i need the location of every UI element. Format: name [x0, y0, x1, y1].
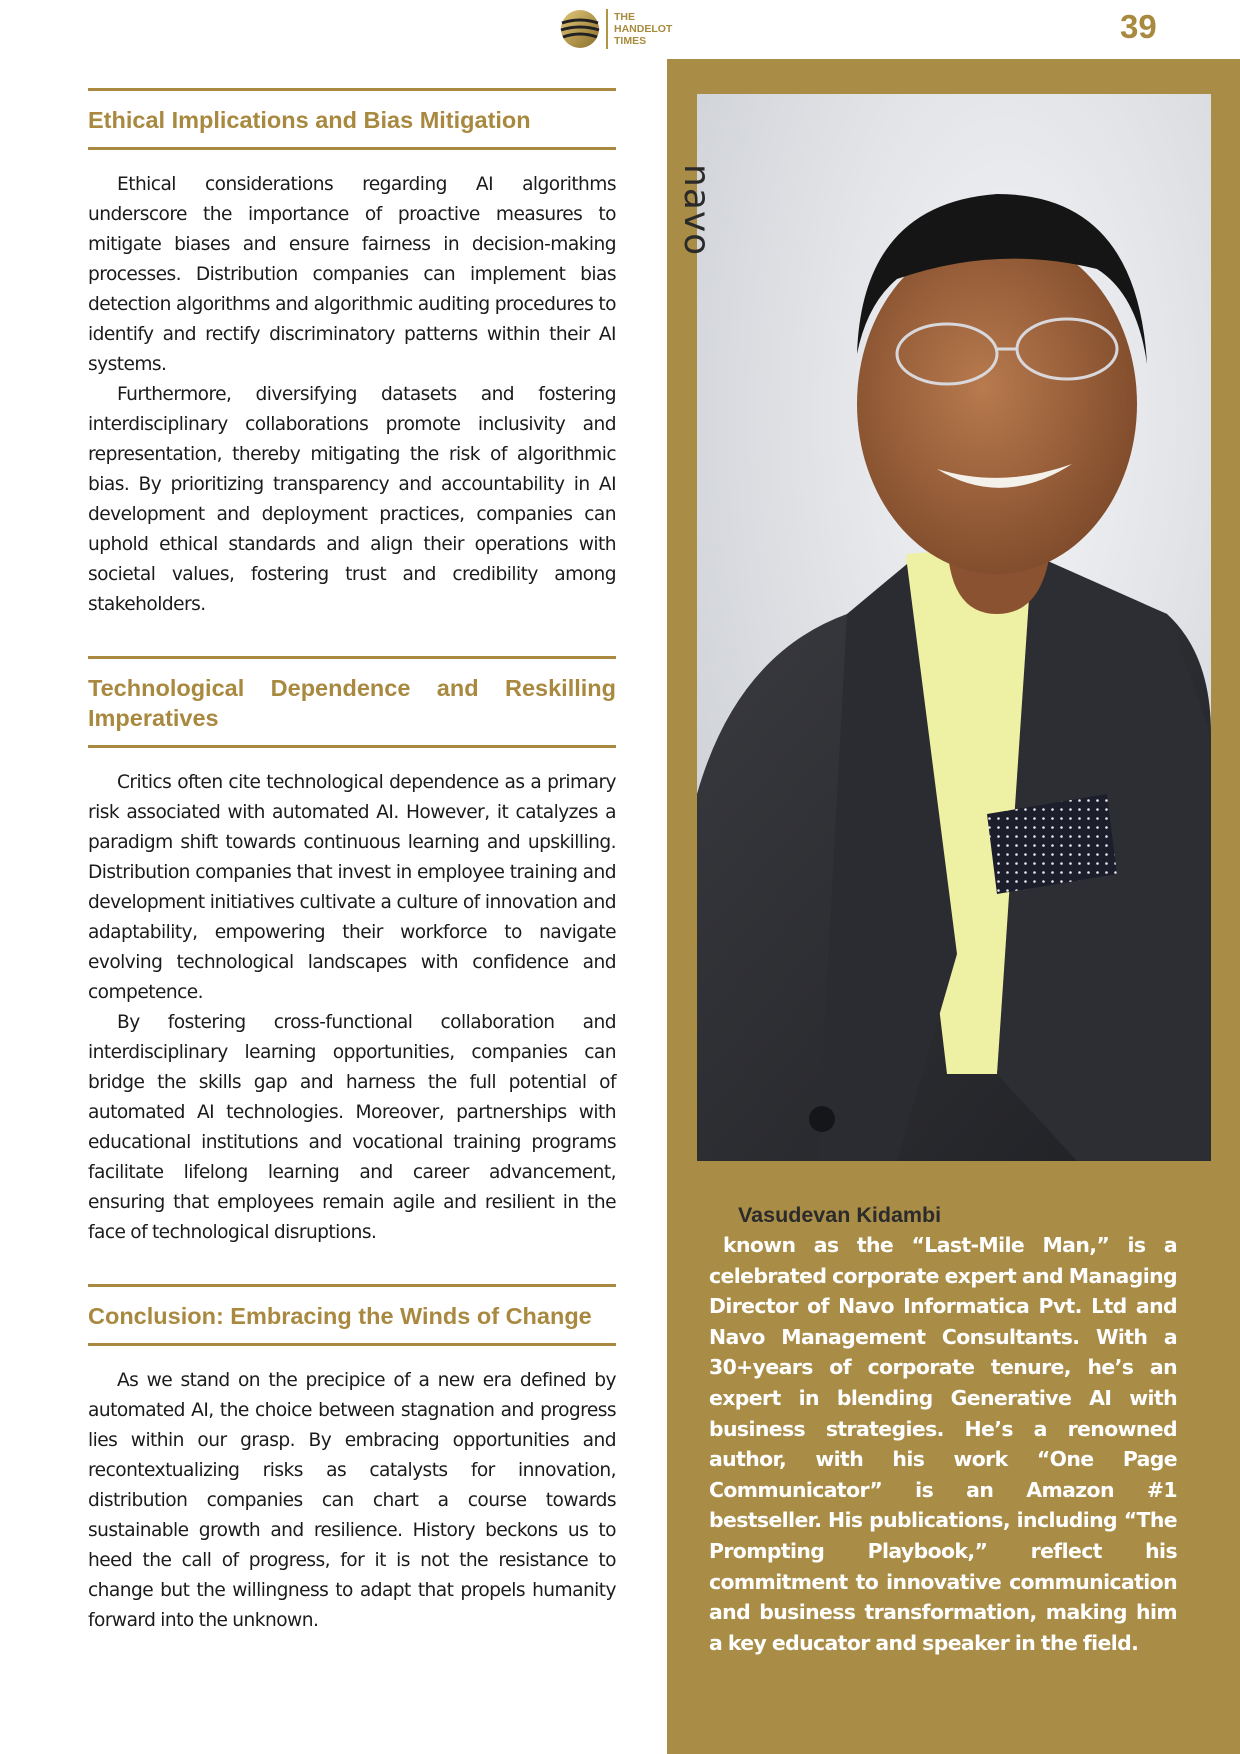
section-title: Conclusion: Embracing the Winds of Change — [88, 1303, 592, 1329]
logo-divider — [606, 9, 608, 49]
profile-sidebar — [667, 59, 1240, 1754]
logo-wordmark — [614, 11, 672, 47]
heading-rule-bottom — [88, 1343, 616, 1346]
author-name: Vasudevan Kidambi — [738, 1203, 942, 1227]
paragraph: As we stand on the precipice of a new era defined by automated AI, the choice between stagnation and progress lies within our grasp. By embracing opportunities and recontextualizing risks as catalysts for innovation, distribution companies can chart a course towards sustainable growth and resilience. History beckons us to heed the call of progress, for it is not the resistance to change but the willingness to adapt that propels humanity forward into the unknown. — [88, 1370, 616, 1631]
heading-rule-bottom — [88, 147, 616, 150]
brand-mark: navo — [676, 164, 717, 257]
page-number: 39 — [1120, 8, 1157, 45]
paragraph: By fostering cross-functional collaboration and interdisciplinary learning opportunities, companies can bridge the skills gap and harness the full potential of automated AI technologies. Moreover, partnerships with educational institutions and vocational training programs facilitate lifelong learning and career advancement, ensuring that employees remain agile and resilient in the face of technological disruptions. — [88, 1012, 616, 1243]
paragraph: Furthermore, diversifying datasets and fostering interdisciplinary collaborations promote inclusivity and representation, thereby mitigating the risk of algorithmic bias. By prioritizing transparency and accountability in AI development and deployment practices, companies can uphold ethical standards and align their operations with societal values, fostering trust and credibility among stakeholders. — [88, 384, 616, 615]
section-title: Technological Dependence and Reskilling Imperatives — [88, 675, 616, 731]
section-title: Ethical Implications and Bias Mitigation — [88, 107, 531, 133]
author-description: known as the “Last-Mile Man,” is a celebrated corporate expert and Managing Director of Navo Informatica Pvt. Ltd and Navo Management Consultants. With a 30+years of corporate tenure, he’s an expert in blending Generative AI with business strategies. He’s a renowned author, with his work “One Page Communicator” is an Amazon #1 bestseller. His publications, including “The Prompting Playbook,” reflect his commitment to innovative communication and business transformation, making him a key educator and speaker in the field. — [709, 1233, 1177, 1655]
logo-line-2: HANDELOT — [614, 23, 673, 35]
portrait-illustration — [697, 94, 1211, 1161]
author-bio — [709, 1200, 1177, 1658]
section-heading-3 — [88, 1284, 616, 1346]
paragraph: Ethical considerations regarding AI algorithms underscore the importance of proactive measures to mitigate biases and ensure fairness in decision-making processes. Distribution companies can implement bias detection algorithms and algorithmic auditing procedures to identify and rectify discriminatory patterns within their AI systems. — [88, 174, 616, 375]
article-column — [88, 88, 616, 1636]
heading-rule-bottom — [88, 745, 616, 748]
section-heading-1 — [88, 88, 616, 150]
page-header — [0, 0, 1240, 56]
logo-line-1: THE — [614, 11, 635, 23]
globe-icon — [560, 9, 600, 49]
logo-line-3: TIMES — [614, 35, 647, 47]
portrait-photo — [676, 94, 1211, 1161]
publication-logo — [560, 6, 680, 52]
paragraph: Critics often cite technological dependence as a primary risk associated with automated AI. However, it catalyzes a paradigm shift towards continuous learning and upskilling. Distribution companies that invest in employee training and development initiatives cultivate a culture of innovation and adaptability, empowering their workforce to navigate evolving technological landscapes with confidence and competence. — [88, 772, 616, 1003]
section-heading-2 — [88, 656, 616, 748]
